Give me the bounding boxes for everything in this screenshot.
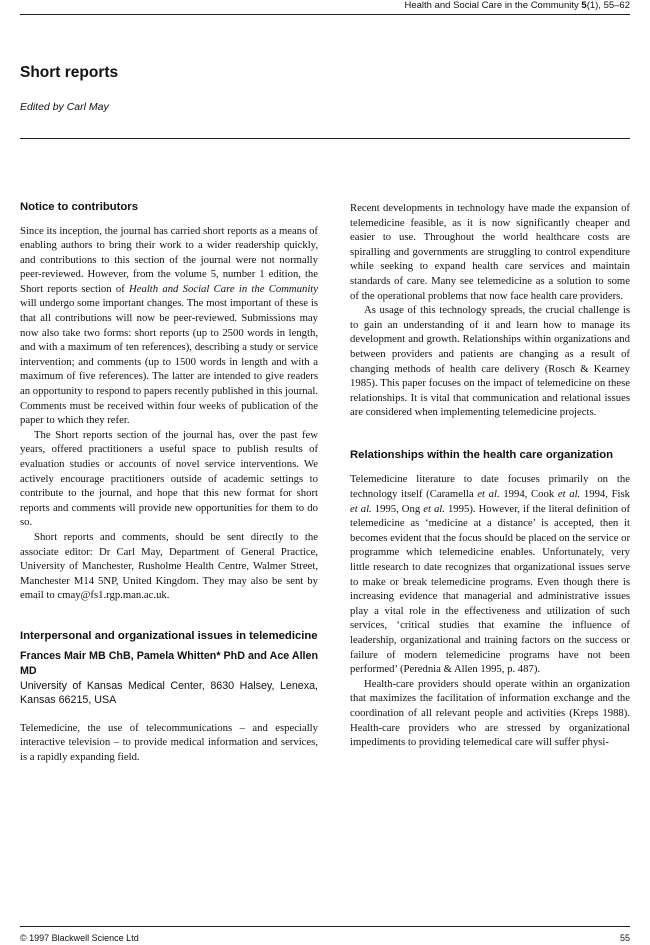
- section-title: Short reports: [20, 64, 119, 81]
- article-title: Interpersonal and organizational issues in telemedicine: [20, 629, 318, 642]
- top-rule: [20, 14, 630, 15]
- article-paragraph-3: Telemedicine literature to date focuses primarily on the technology itself (Caramella et al. 1994, Cook et al. 1994, Fisk et al. 1995, Ong et al. 1995). However, if the literal definition of telemedicine as ‘medicine at a distance’ is accepted, then it becomes evident that the focus should be placed on the service or programme which telemedicine enables. Unfortunately, very little research to date recognizes that organizational issues serve to make or break telemedicine programs. Even though there is increasing evidence that managerial and administrative issues play a vital role in the effectiveness and utilization of such services, ‘critical studies that examine the influence of leadership, organizational and training factors on the success or failure of modern telemedicine programs have not been performed’ (Perednia & Allen 1995, p. 487).: [350, 473, 631, 676]
- article-paragraph-4: Health-care providers should operate within an organization that maximizes the facilitation of information exchange and the coordination of all relevant people and activities (Kreps 1988). Health-care providers who are stressed by organizational impediments to providing telemedical care will suffer physi-: [350, 677, 630, 749]
- footer-rule: [20, 926, 630, 927]
- et-al-1: et al.: [477, 488, 500, 500]
- journal-name: Health and Social Care in the Community: [404, 0, 582, 11]
- notice-paragraph-3: Short reports and comments, should be sent directly to the associate editor: Dr Carl May, Department of General Practice, University of Manchester, Rusholme Health Centre, Walmer Street, Manchester M14 5NP, United Kingdom. They may also be sent by email to cmay@fs1.rgp.man.ac.uk.: [20, 530, 318, 602]
- article-paragraph-1: Recent developments in technology have made the expansion of telemedicine feasible, as it is now significantly cheaper and easier to use. Throughout the world healthcare costs are spiralling and governments are struggling to control expenditure while seeking to expand health care services and maintain standards of care. Many see telemedicine as a solution to some of the operational problems that now face health care providers.: [350, 202, 630, 302]
- notice-paragraph-2: The Short reports section of the journal has, over the past few years, offered practitioners a useful space to publish results of evaluation studies or accounts of novel service interventions. We actively encourage practitioners outside of academic settings to contribute to the journal, and hope that this new format for short reports and comments will provide new opportunities for them to do so.: [20, 428, 318, 529]
- left-column: [20, 200, 318, 765]
- article-affiliation: University of Kansas Medical Center, 8630 Halsey, Lenexa, Kansas 66215, USA: [20, 679, 318, 707]
- right-column: [350, 201, 630, 750]
- article-intro: Telemedicine, the use of telecommunications – and especially interactive television – to provide medical information and services, is a rapidly expanding field.: [20, 721, 318, 763]
- article-paragraph-2: As usage of this technology spreads, the crucial challenge is to gain an understanding of it and learn how to manage its development and growth. Relationships within organizations and between providers and patients are changing as a result of changing methods of health care delivery (Rosch & Kearney 1985). This paper focuses on the impact of telemedicine on these relationships. It is vital that communication and relational issues are considered when implementing telemedicine projects.: [350, 304, 630, 419]
- et-al-4: et al.: [423, 502, 445, 515]
- issue-pages: (1), 55–62: [586, 0, 630, 11]
- section-rule: [20, 138, 630, 139]
- notice-heading: Notice to contributors: [20, 201, 138, 213]
- volume-number: 5: [581, 0, 587, 11]
- et-al-2: et al.: [557, 488, 581, 500]
- journal-title-italic: Health and Social Care in the Community: [129, 282, 318, 295]
- page-number: 55: [619, 933, 630, 943]
- notice-paragraph-1: Since its inception, the journal has carried short reports as a means of enabling authors to bring their work to a wider readership quickly, and contributions to this section of the journal were not normally peer-reviewed. However, from the volume 5, number 1 edition, the Short reports section of Health and Social Care in the Community will undergo some important changes. The most important of these is that all contributions will now be peer-reviewed. Submissions may now also take two forms: short reports (up to 2500 words in length, and with a maximum of ten references), describing a study or service intervention; and comments (up to 1500 words in length and with a maximum of five references). The latter are intended to give readers an opportunity to respond to papers recently published in this journal. Comments must be received within four weeks of publication of the paper to which they refer.: [20, 224, 318, 427]
- et-al-3: et al.: [350, 502, 372, 515]
- copyright: © 1997 Blackwell Science Ltd: [20, 933, 139, 943]
- running-head: [404, 0, 630, 11]
- subsection-heading: Relationships within the health care organization: [350, 448, 614, 461]
- section-editor: Edited by Carl May: [20, 101, 109, 113]
- article-authors: Frances Mair MB ChB, Pamela Whitten* PhD and Ace Allen MD: [20, 650, 318, 678]
